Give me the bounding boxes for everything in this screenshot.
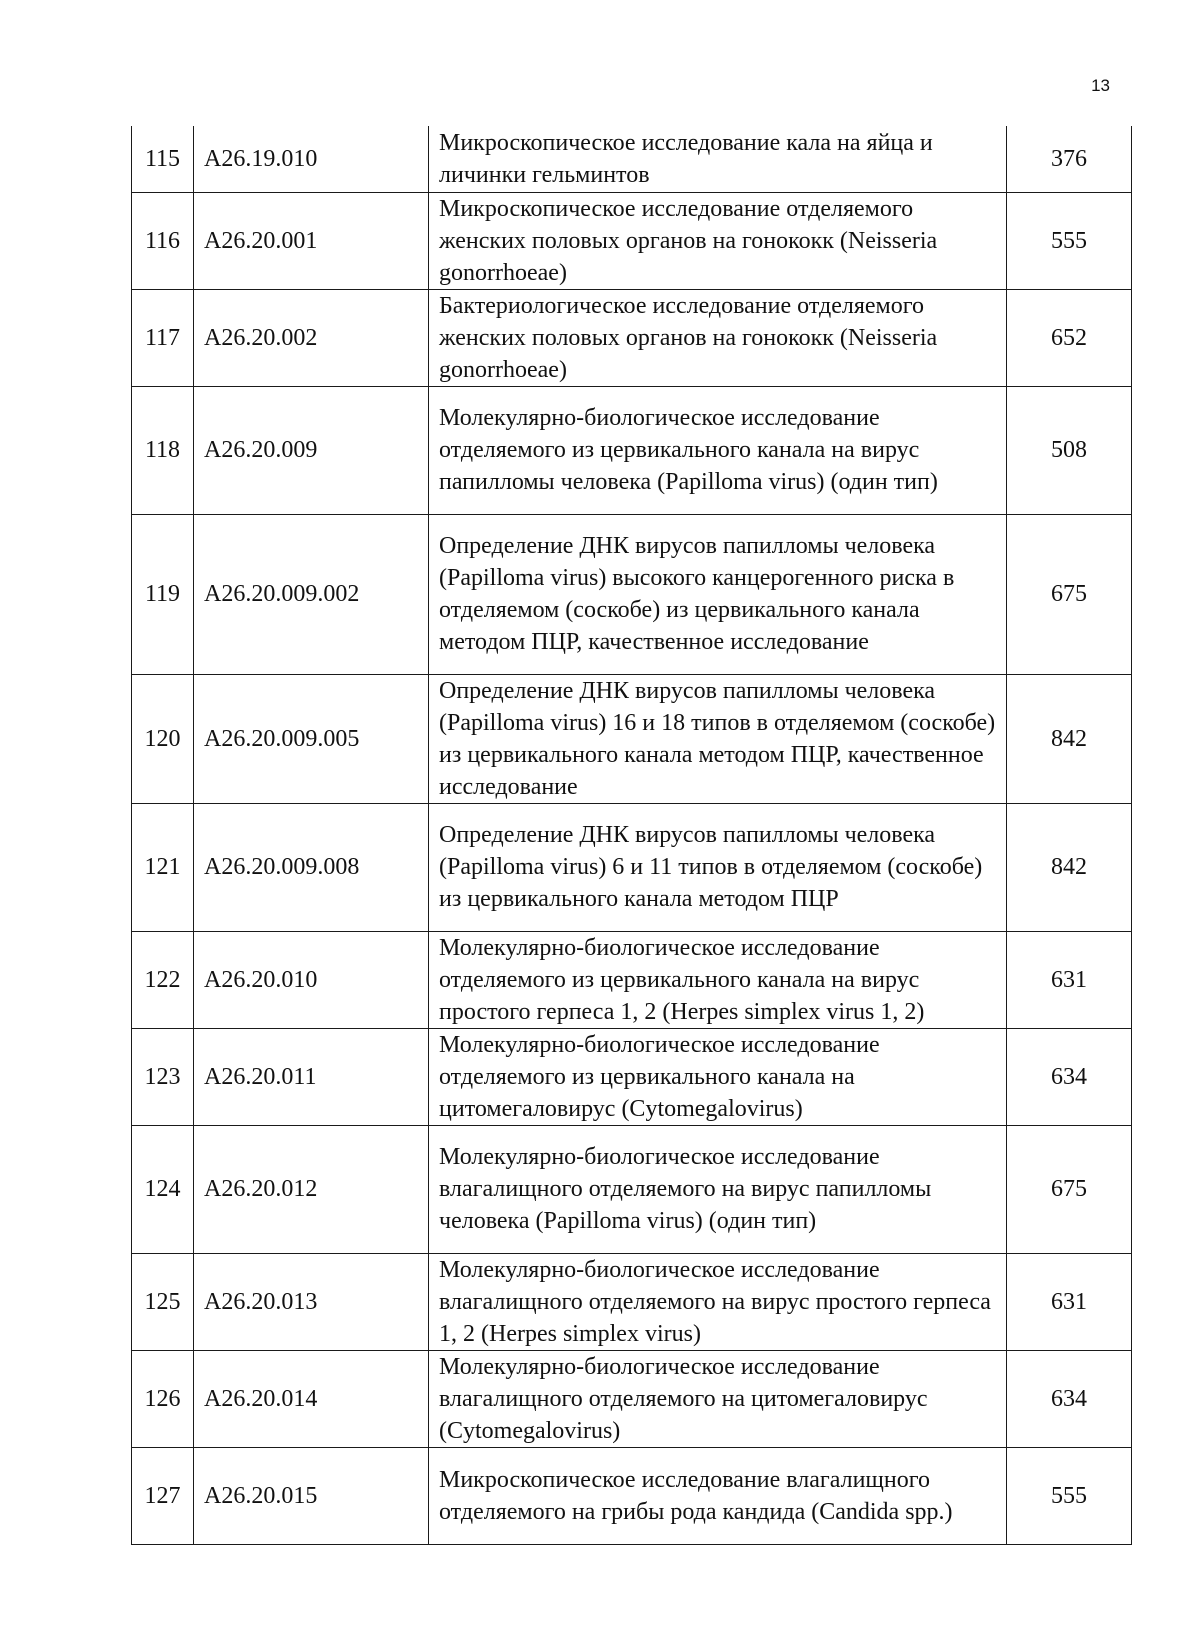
service-code: A26.20.002 [194,289,429,386]
service-price: 634 [1007,1350,1132,1447]
table-row [132,289,1132,386]
service-code: A26.20.012 [194,1125,429,1253]
row-number: 121 [132,803,194,931]
service-name: Микроскопическое исследование отделяемого женских половых органов на гонококк (Neisseria gonorrhoeae) [429,192,1007,289]
service-price: 842 [1007,803,1132,931]
row-number: 125 [132,1253,194,1350]
row-number: 123 [132,1028,194,1125]
table-row [132,192,1132,289]
page-number: 13 [1091,76,1110,95]
service-code: A26.20.014 [194,1350,429,1447]
service-name: Определение ДНК вирусов папилломы человека (Papilloma virus) высокого канцерогенного риска в отделяемом (соскобе) из цервикального канала методом ПЦР, качественное исследование [429,514,1007,674]
table-row [132,1447,1132,1544]
service-code: A26.20.011 [194,1028,429,1125]
service-code: A26.20.009.008 [194,803,429,931]
row-number: 120 [132,674,194,803]
service-price: 652 [1007,289,1132,386]
service-code: A26.20.001 [194,192,429,289]
services-price-table [131,126,1132,1545]
service-price: 634 [1007,1028,1132,1125]
row-number: 127 [132,1447,194,1544]
row-number: 117 [132,289,194,386]
table-row [132,1028,1132,1125]
service-price: 376 [1007,126,1132,192]
service-name: Молекулярно-биологическое исследование отделяемого из цервикального канала на цитомегаловирус (Cytomegalovirus) [429,1028,1007,1125]
service-name: Молекулярно-биологическое исследование влагалищного отделяемого на вирус папилломы человека (Papilloma virus) (один тип) [429,1125,1007,1253]
service-price: 555 [1007,1447,1132,1544]
row-number: 118 [132,386,194,514]
table-row [132,674,1132,803]
table-row [132,386,1132,514]
service-code: A26.20.015 [194,1447,429,1544]
table-row [132,1253,1132,1350]
row-number: 122 [132,931,194,1028]
row-number: 124 [132,1125,194,1253]
row-number: 116 [132,192,194,289]
service-name: Микроскопическое исследование влагалищного отделяемого на грибы рода кандида (Candida spp.) [429,1447,1007,1544]
service-price: 631 [1007,931,1132,1028]
table-row [132,1125,1132,1253]
service-code: A26.20.009.002 [194,514,429,674]
table-row [132,1350,1132,1447]
service-price: 842 [1007,674,1132,803]
service-code: A26.19.010 [194,126,429,192]
service-code: A26.20.013 [194,1253,429,1350]
service-name: Молекулярно-биологическое исследование отделяемого из цервикального канала на вирус простого герпеса 1, 2 (Herpes simplex virus 1, 2) [429,931,1007,1028]
table-row [132,514,1132,674]
service-code: A26.20.009 [194,386,429,514]
service-name: Бактериологическое исследование отделяемого женских половых органов на гонококк (Neisseria gonorrhoeae) [429,289,1007,386]
service-price: 508 [1007,386,1132,514]
service-name: Молекулярно-биологическое исследование отделяемого из цервикального канала на вирус папилломы человека (Papilloma virus) (один тип) [429,386,1007,514]
table-row [132,126,1132,192]
table-row [132,803,1132,931]
service-code: A26.20.009.005 [194,674,429,803]
service-price: 631 [1007,1253,1132,1350]
row-number: 115 [132,126,194,192]
service-name: Молекулярно-биологическое исследование влагалищного отделяемого на вирус простого герпеса 1, 2 (Herpes simplex virus) [429,1253,1007,1350]
service-price: 675 [1007,1125,1132,1253]
service-price: 555 [1007,192,1132,289]
row-number: 126 [132,1350,194,1447]
service-name: Молекулярно-биологическое исследование влагалищного отделяемого на цитомегаловирус (Cytomegalovirus) [429,1350,1007,1447]
row-number: 119 [132,514,194,674]
service-name: Определение ДНК вирусов папилломы человека (Papilloma virus) 16 и 18 типов в отделяемом (соскобе) из цервикального канала методом ПЦР, качественное исследование [429,674,1007,803]
service-name: Определение ДНК вирусов папилломы человека (Papilloma virus) 6 и 11 типов в отделяемом (соскобе) из цервикального канала методом ПЦР [429,803,1007,931]
table-row [132,931,1132,1028]
service-price: 675 [1007,514,1132,674]
service-name: Микроскопическое исследование кала на яйца и личинки гельминтов [429,126,1007,192]
service-code: A26.20.010 [194,931,429,1028]
